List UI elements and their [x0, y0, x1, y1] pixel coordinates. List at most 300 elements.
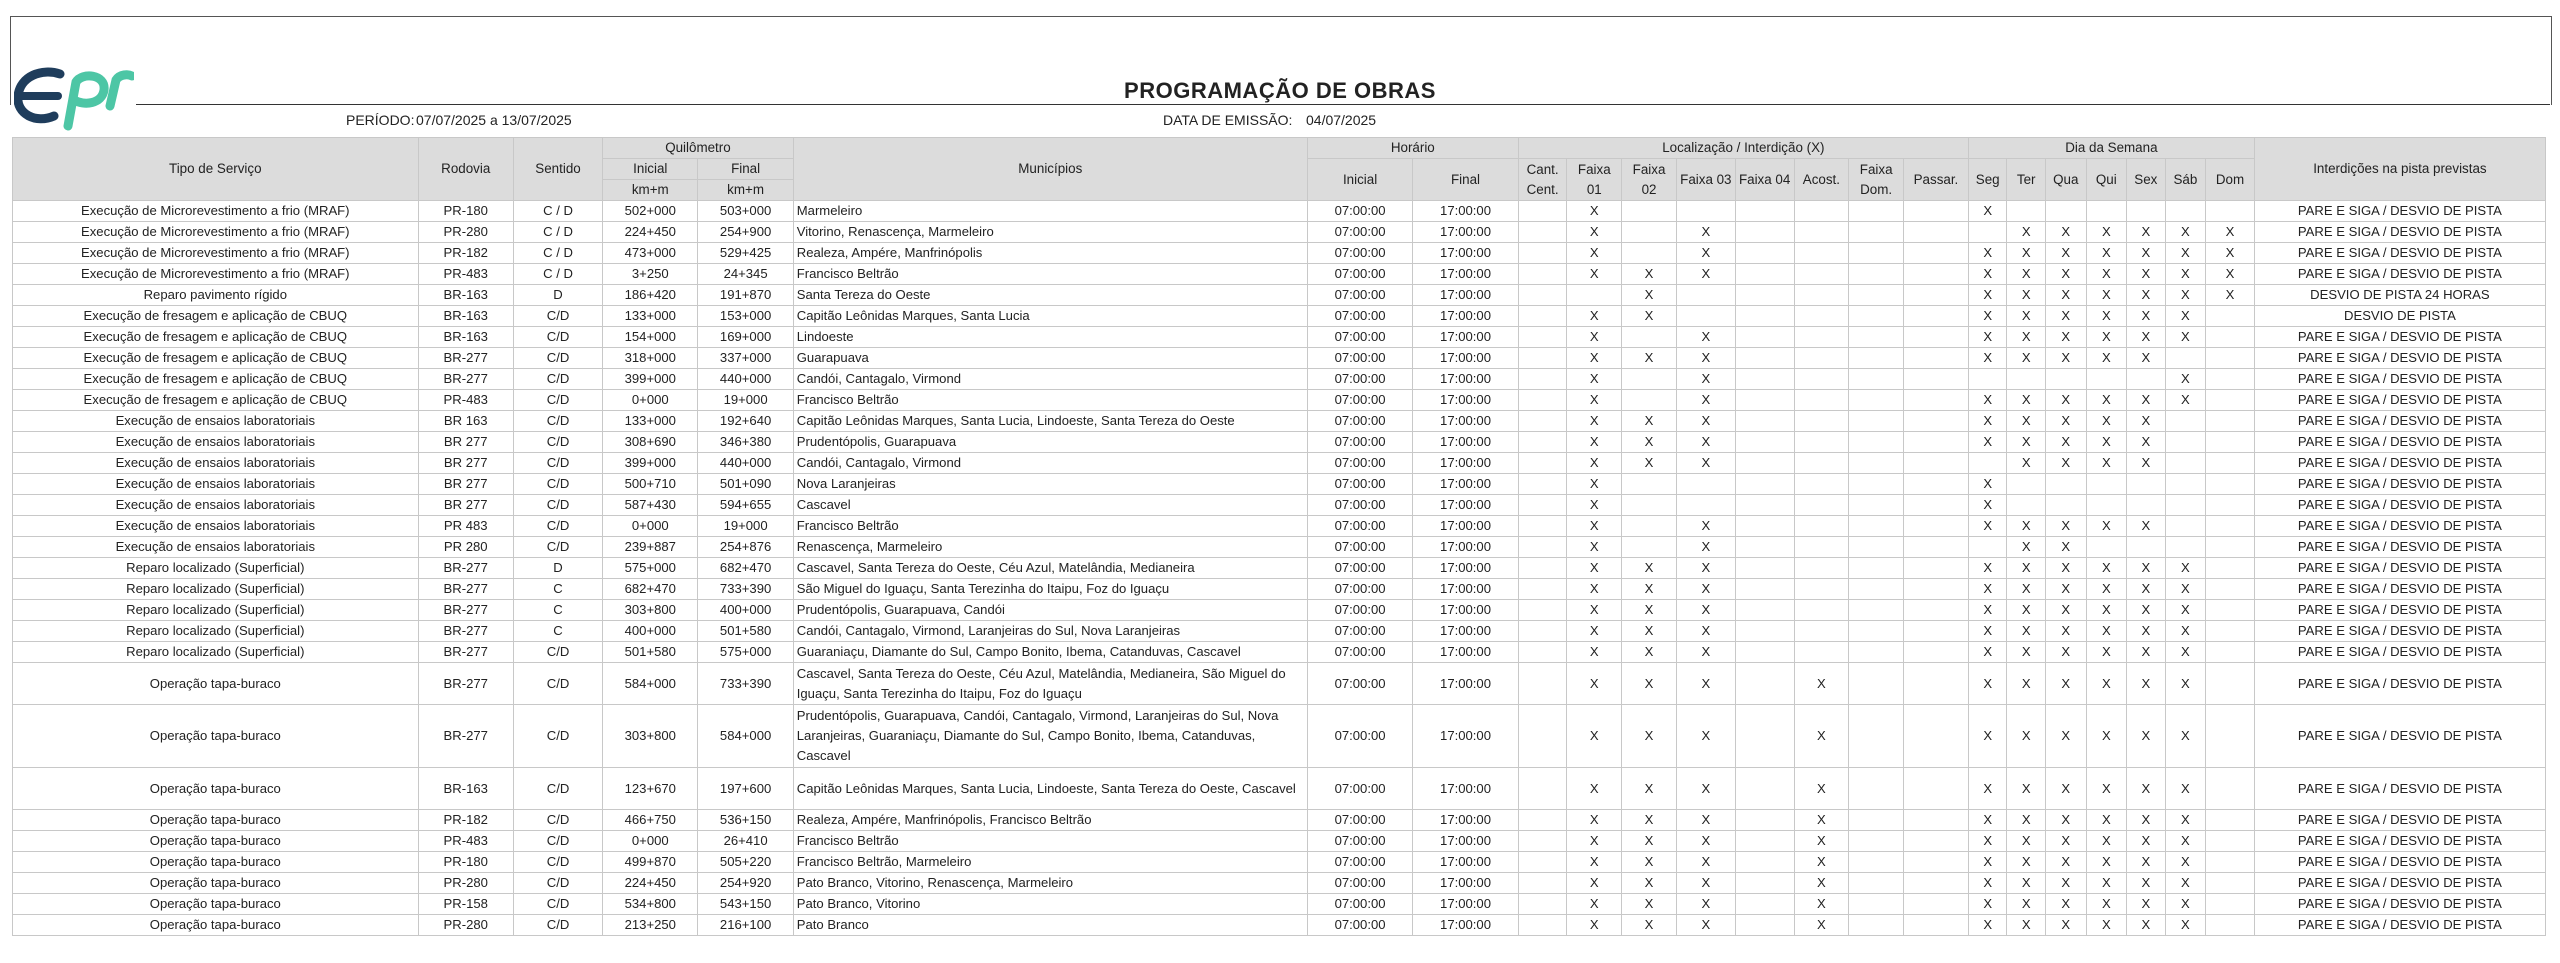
cell-tipo: Execução de ensaios laboratoriais [13, 432, 419, 453]
table-row [13, 264, 2546, 285]
cell-loc [1518, 810, 1567, 831]
table-row [13, 495, 2546, 516]
cell-dia: X [2045, 621, 2086, 642]
cell-rodovia: BR-277 [418, 369, 513, 390]
cell-interdicoes: PARE E SIGA / DESVIO DE PISTA [2254, 222, 2545, 243]
cell-municipios: Guarapuava [793, 348, 1307, 369]
cell-loc [1622, 390, 1677, 411]
cell-hora-inicial: 07:00:00 [1307, 432, 1412, 453]
cell-dia: X [2086, 390, 2127, 411]
cell-km-final: 682+470 [698, 558, 793, 579]
cell-loc [1794, 222, 1849, 243]
cell-dia [2206, 831, 2255, 852]
cell-dia: X [2045, 873, 2086, 894]
cell-dia: X [2007, 411, 2046, 432]
col-km-unit: km+m [698, 180, 793, 201]
cell-hora-final: 17:00:00 [1413, 453, 1518, 474]
table-row [13, 243, 2546, 264]
cell-loc: X [1567, 642, 1622, 663]
cell-loc: X [1622, 600, 1677, 621]
cell-loc [1735, 369, 1794, 390]
cell-loc [1849, 894, 1904, 915]
cell-dia: X [2086, 306, 2127, 327]
cell-dia: X [1968, 474, 2007, 495]
cell-dia: X [2045, 852, 2086, 873]
cell-loc: X [1794, 894, 1849, 915]
cell-loc [1622, 516, 1677, 537]
cell-dia: X [2165, 873, 2206, 894]
cell-dia: X [2045, 537, 2086, 558]
cell-municipios: Candói, Cantagalo, Virmond [793, 369, 1307, 390]
cell-rodovia: BR-277 [418, 663, 513, 705]
cell-loc [1904, 810, 1969, 831]
cell-loc [1904, 243, 1969, 264]
page-title: PROGRAMAÇÃO DE OBRAS [1124, 78, 1436, 103]
table-row [13, 579, 2546, 600]
cell-dia [2206, 915, 2255, 936]
cell-interdicoes: PARE E SIGA / DESVIO DE PISTA [2254, 390, 2545, 411]
cell-dia: X [2045, 768, 2086, 810]
cell-dia: X [2086, 558, 2127, 579]
col-rodovia: Rodovia [418, 138, 513, 201]
cell-km-final: 153+000 [698, 306, 793, 327]
cell-dia [2206, 894, 2255, 915]
cell-hora-inicial: 07:00:00 [1307, 327, 1412, 348]
cell-hora-final: 17:00:00 [1413, 432, 1518, 453]
cell-loc [1849, 243, 1904, 264]
cell-loc [1735, 915, 1794, 936]
cell-sentido: C/D [513, 705, 602, 768]
table-row [13, 663, 2546, 705]
cell-dia: X [1968, 831, 2007, 852]
cell-dia: X [2165, 915, 2206, 936]
cell-rodovia: PR-483 [418, 831, 513, 852]
table-row [13, 306, 2546, 327]
cell-loc [1622, 369, 1677, 390]
cell-dia: X [1968, 852, 2007, 873]
cell-dia: X [2206, 264, 2255, 285]
cell-loc [1735, 579, 1794, 600]
cell-tipo: Execução de Microrevestimento a frio (MRAF) [13, 243, 419, 264]
col-dia: Sex [2127, 159, 2166, 201]
cell-dia [2045, 495, 2086, 516]
cell-loc [1518, 894, 1567, 915]
cell-dia [2206, 600, 2255, 621]
cell-dia: X [2045, 915, 2086, 936]
cell-interdicoes: PARE E SIGA / DESVIO DE PISTA [2254, 453, 2545, 474]
cell-hora-final: 17:00:00 [1413, 873, 1518, 894]
cell-dia: X [2086, 642, 2127, 663]
cell-dia [2086, 201, 2127, 222]
cell-dia [2206, 579, 2255, 600]
cell-dia [2206, 474, 2255, 495]
cell-interdicoes: PARE E SIGA / DESVIO DE PISTA [2254, 558, 2545, 579]
cell-municipios: Realeza, Ampére, Manfrinópolis, Francisco Beltrão [793, 810, 1307, 831]
table-row [13, 831, 2546, 852]
cell-km-final: 584+000 [698, 705, 793, 768]
cell-dia: X [2007, 390, 2046, 411]
cell-sentido: C / D [513, 264, 602, 285]
cell-loc [1622, 222, 1677, 243]
cell-loc: X [1622, 810, 1677, 831]
cell-loc [1518, 831, 1567, 852]
cell-tipo: Execução de Microrevestimento a frio (MRAF) [13, 264, 419, 285]
cell-loc [1735, 222, 1794, 243]
cell-loc: X [1622, 642, 1677, 663]
title-underline [136, 104, 2550, 105]
cell-hora-inicial: 07:00:00 [1307, 453, 1412, 474]
cell-km-inicial: 584+000 [603, 663, 698, 705]
cell-sentido: C/D [513, 474, 602, 495]
cell-loc [1849, 201, 1904, 222]
table-row [13, 327, 2546, 348]
cell-loc: X [1622, 453, 1677, 474]
cell-tipo: Operação tapa-buraco [13, 663, 419, 705]
cell-km-final: 337+000 [698, 348, 793, 369]
col-loc: Faixa 02 [1622, 159, 1677, 201]
cell-hora-final: 17:00:00 [1413, 516, 1518, 537]
cell-loc: X [1622, 558, 1677, 579]
cell-loc [1794, 432, 1849, 453]
cell-hora-inicial: 07:00:00 [1307, 831, 1412, 852]
cell-km-inicial: 575+000 [603, 558, 698, 579]
cell-loc: X [1567, 369, 1622, 390]
cell-hora-inicial: 07:00:00 [1307, 474, 1412, 495]
cell-dia [2086, 474, 2127, 495]
cell-loc [1849, 369, 1904, 390]
cell-loc [1567, 285, 1622, 306]
cell-tipo: Execução de ensaios laboratoriais [13, 516, 419, 537]
periodo-label: PERÍODO: [346, 112, 415, 128]
cell-hora-final: 17:00:00 [1413, 201, 1518, 222]
cell-hora-inicial: 07:00:00 [1307, 873, 1412, 894]
cell-dia: X [1968, 621, 2007, 642]
cell-sentido: D [513, 558, 602, 579]
cell-km-inicial: 0+000 [603, 516, 698, 537]
cell-dia: X [1968, 642, 2007, 663]
cell-interdicoes: PARE E SIGA / DESVIO DE PISTA [2254, 852, 2545, 873]
cell-dia [2206, 453, 2255, 474]
cell-dia: X [2127, 243, 2166, 264]
cell-dia: X [2165, 894, 2206, 915]
cell-sentido: C [513, 600, 602, 621]
cell-tipo: Execução de fresagem e aplicação de CBUQ [13, 348, 419, 369]
cell-interdicoes: DESVIO DE PISTA [2254, 306, 2545, 327]
cell-dia: X [2165, 264, 2206, 285]
cell-km-inicial: 239+887 [603, 537, 698, 558]
cell-tipo: Reparo localizado (Superficial) [13, 600, 419, 621]
cell-km-inicial: 123+670 [603, 768, 698, 810]
cell-dia: X [2165, 579, 2206, 600]
cell-tipo: Execução de Microrevestimento a frio (MRAF) [13, 201, 419, 222]
cell-loc: X [1567, 705, 1622, 768]
cell-sentido: C/D [513, 495, 602, 516]
cell-km-inicial: 534+800 [603, 894, 698, 915]
cell-interdicoes: PARE E SIGA / DESVIO DE PISTA [2254, 348, 2545, 369]
cell-sentido: C/D [513, 537, 602, 558]
cell-loc [1904, 306, 1969, 327]
cell-dia: X [1968, 411, 2007, 432]
cell-dia: X [2007, 663, 2046, 705]
cell-loc [1849, 621, 1904, 642]
cell-rodovia: PR 280 [418, 537, 513, 558]
cell-loc [1622, 201, 1677, 222]
cell-km-final: 501+580 [698, 621, 793, 642]
cell-loc: X [1622, 831, 1677, 852]
cell-dia: X [2165, 222, 2206, 243]
cell-dia [2007, 369, 2046, 390]
table-body [13, 201, 2546, 936]
cell-dia: X [2045, 243, 2086, 264]
cell-dia: X [2165, 390, 2206, 411]
cell-sentido: C/D [513, 642, 602, 663]
cell-dia [2165, 201, 2206, 222]
col-dia: Qui [2086, 159, 2127, 201]
cell-km-inicial: 0+000 [603, 390, 698, 411]
cell-municipios: Santa Tereza do Oeste [793, 285, 1307, 306]
cell-dia: X [2165, 285, 2206, 306]
cell-km-inicial: 587+430 [603, 495, 698, 516]
cell-interdicoes: PARE E SIGA / DESVIO DE PISTA [2254, 243, 2545, 264]
cell-loc: X [1676, 663, 1735, 705]
cell-loc [1904, 579, 1969, 600]
cell-loc [1676, 306, 1735, 327]
cell-loc [1622, 495, 1677, 516]
cell-dia: X [2086, 411, 2127, 432]
cell-municipios: Cascavel [793, 495, 1307, 516]
cell-loc: X [1622, 432, 1677, 453]
cell-dia: X [2127, 873, 2166, 894]
cell-loc [1849, 222, 1904, 243]
cell-loc [1735, 201, 1794, 222]
cell-dia: X [2086, 579, 2127, 600]
cell-loc: X [1622, 285, 1677, 306]
cell-dia: X [2045, 894, 2086, 915]
cell-dia [2165, 516, 2206, 537]
cell-sentido: C / D [513, 222, 602, 243]
cell-loc: X [1794, 852, 1849, 873]
table-row [13, 537, 2546, 558]
cell-hora-inicial: 07:00:00 [1307, 222, 1412, 243]
cell-dia: X [2165, 327, 2206, 348]
cell-dia: X [1968, 873, 2007, 894]
cell-km-final: 733+390 [698, 663, 793, 705]
cell-dia: X [2007, 810, 2046, 831]
cell-tipo: Execução de fresagem e aplicação de CBUQ [13, 369, 419, 390]
cell-dia [2206, 621, 2255, 642]
cell-dia: X [2206, 222, 2255, 243]
col-loc: Faixa 01 [1567, 159, 1622, 201]
cell-loc: X [1567, 222, 1622, 243]
cell-loc [1518, 369, 1567, 390]
cell-municipios: Prudentópolis, Guarapuava [793, 432, 1307, 453]
cell-loc: X [1567, 810, 1622, 831]
cell-hora-final: 17:00:00 [1413, 222, 1518, 243]
cell-municipios: Capitão Leônidas Marques, Santa Lucia [793, 306, 1307, 327]
cell-sentido: C/D [513, 768, 602, 810]
cell-interdicoes: PARE E SIGA / DESVIO DE PISTA [2254, 915, 2545, 936]
cell-hora-final: 17:00:00 [1413, 369, 1518, 390]
cell-dia: X [2127, 831, 2166, 852]
cell-dia: X [2086, 768, 2127, 810]
cell-hora-inicial: 07:00:00 [1307, 915, 1412, 936]
cell-hora-final: 17:00:00 [1413, 642, 1518, 663]
cell-loc [1904, 411, 1969, 432]
cell-dia: X [2007, 894, 2046, 915]
cell-rodovia: BR 277 [418, 474, 513, 495]
col-tipo: Tipo de Serviço [13, 138, 419, 201]
cell-municipios: Candói, Cantagalo, Virmond [793, 453, 1307, 474]
cell-dia: X [2127, 915, 2166, 936]
cell-dia: X [2045, 327, 2086, 348]
cell-loc [1794, 369, 1849, 390]
cell-hora-inicial: 07:00:00 [1307, 411, 1412, 432]
cell-hora-final: 17:00:00 [1413, 852, 1518, 873]
cell-rodovia: BR-277 [418, 348, 513, 369]
cell-km-final: 594+655 [698, 495, 793, 516]
cell-loc [1849, 474, 1904, 495]
cell-interdicoes: PARE E SIGA / DESVIO DE PISTA [2254, 579, 2545, 600]
cell-loc: X [1567, 432, 1622, 453]
cell-loc: X [1622, 306, 1677, 327]
cell-loc [1518, 558, 1567, 579]
col-loc: Faixa 04 [1735, 159, 1794, 201]
cell-km-inicial: 303+800 [603, 705, 698, 768]
cell-dia: X [2086, 915, 2127, 936]
cell-loc [1904, 558, 1969, 579]
cell-loc: X [1567, 390, 1622, 411]
cell-loc: X [1567, 495, 1622, 516]
cell-hora-final: 17:00:00 [1413, 579, 1518, 600]
programacao-table [12, 137, 2546, 936]
cell-municipios: Francisco Beltrão [793, 264, 1307, 285]
cell-loc: X [1676, 579, 1735, 600]
cell-km-inicial: 308+690 [603, 432, 698, 453]
cell-loc [1794, 453, 1849, 474]
col-loc: Acost. [1794, 159, 1849, 201]
cell-km-final: 536+150 [698, 810, 793, 831]
cell-loc: X [1567, 201, 1622, 222]
cell-tipo: Execução de Microrevestimento a frio (MRAF) [13, 222, 419, 243]
cell-dia: X [1968, 810, 2007, 831]
cell-loc [1518, 474, 1567, 495]
cell-hora-inicial: 07:00:00 [1307, 201, 1412, 222]
cell-loc [1518, 306, 1567, 327]
cell-interdicoes: PARE E SIGA / DESVIO DE PISTA [2254, 663, 2545, 705]
cell-loc [1518, 852, 1567, 873]
cell-dia: X [1968, 705, 2007, 768]
cell-loc [1676, 474, 1735, 495]
cell-km-inicial: 3+250 [603, 264, 698, 285]
cell-tipo: Operação tapa-buraco [13, 810, 419, 831]
cell-loc: X [1794, 768, 1849, 810]
cell-municipios: Candói, Cantagalo, Virmond, Laranjeiras do Sul, Nova Laranjeiras [793, 621, 1307, 642]
cell-hora-final: 17:00:00 [1413, 390, 1518, 411]
cell-loc: X [1676, 768, 1735, 810]
cell-municipios: Francisco Beltrão [793, 390, 1307, 411]
cell-interdicoes: PARE E SIGA / DESVIO DE PISTA [2254, 537, 2545, 558]
cell-dia: X [2007, 705, 2046, 768]
cell-dia: X [2086, 810, 2127, 831]
cell-sentido: C/D [513, 390, 602, 411]
cell-tipo: Execução de ensaios laboratoriais [13, 453, 419, 474]
cell-dia: X [2165, 621, 2206, 642]
cell-loc: X [1567, 327, 1622, 348]
col-dia: Sáb [2165, 159, 2206, 201]
cell-loc: X [1622, 852, 1677, 873]
cell-loc [1849, 663, 1904, 705]
cell-hora-inicial: 07:00:00 [1307, 537, 1412, 558]
cell-municipios: Francisco Beltrão, Marmeleiro [793, 852, 1307, 873]
cell-dia: X [2045, 432, 2086, 453]
cell-km-inicial: 499+870 [603, 852, 698, 873]
cell-loc [1794, 642, 1849, 663]
cell-municipios: Vitorino, Renascença, Marmeleiro [793, 222, 1307, 243]
cell-dia: X [2045, 705, 2086, 768]
cell-loc: X [1567, 348, 1622, 369]
cell-dia [2206, 495, 2255, 516]
cell-rodovia: PR-483 [418, 264, 513, 285]
cell-loc [1904, 873, 1969, 894]
cell-dia: X [1968, 600, 2007, 621]
cell-loc [1518, 264, 1567, 285]
cell-hora-final: 17:00:00 [1413, 243, 1518, 264]
cell-loc: X [1676, 894, 1735, 915]
cell-dia [2206, 768, 2255, 810]
cell-interdicoes: PARE E SIGA / DESVIO DE PISTA [2254, 201, 2545, 222]
cell-loc: X [1622, 894, 1677, 915]
cell-sentido: C/D [513, 663, 602, 705]
cell-municipios: Marmeleiro [793, 201, 1307, 222]
cell-loc [1849, 537, 1904, 558]
table-row [13, 894, 2546, 915]
cell-loc [1518, 285, 1567, 306]
cell-dia: X [2045, 810, 2086, 831]
cell-km-final: 26+410 [698, 831, 793, 852]
cell-dia: X [2007, 432, 2046, 453]
cell-sentido: C [513, 621, 602, 642]
cell-loc [1518, 243, 1567, 264]
cell-hora-inicial: 07:00:00 [1307, 642, 1412, 663]
cell-loc: X [1622, 873, 1677, 894]
cell-loc [1849, 390, 1904, 411]
cell-dia: X [1968, 264, 2007, 285]
cell-loc [1849, 600, 1904, 621]
cell-dia [2165, 348, 2206, 369]
cell-loc [1904, 663, 1969, 705]
cell-loc: X [1676, 390, 1735, 411]
table-row [13, 621, 2546, 642]
cell-dia: X [2165, 369, 2206, 390]
cell-km-final: 24+345 [698, 264, 793, 285]
cell-dia: X [2007, 831, 2046, 852]
cell-dia [1968, 369, 2007, 390]
cell-dia: X [1968, 243, 2007, 264]
cell-sentido: C/D [513, 348, 602, 369]
cell-loc [1735, 453, 1794, 474]
cell-loc [1849, 516, 1904, 537]
cell-rodovia: PR-280 [418, 873, 513, 894]
cell-loc [1849, 495, 1904, 516]
cell-hora-inicial: 07:00:00 [1307, 348, 1412, 369]
cell-dia: X [2086, 873, 2127, 894]
cell-loc [1849, 348, 1904, 369]
cell-tipo: Operação tapa-buraco [13, 768, 419, 810]
cell-km-inicial: 213+250 [603, 915, 698, 936]
cell-dia: X [2127, 306, 2166, 327]
cell-sentido: C/D [513, 852, 602, 873]
table-row [13, 432, 2546, 453]
